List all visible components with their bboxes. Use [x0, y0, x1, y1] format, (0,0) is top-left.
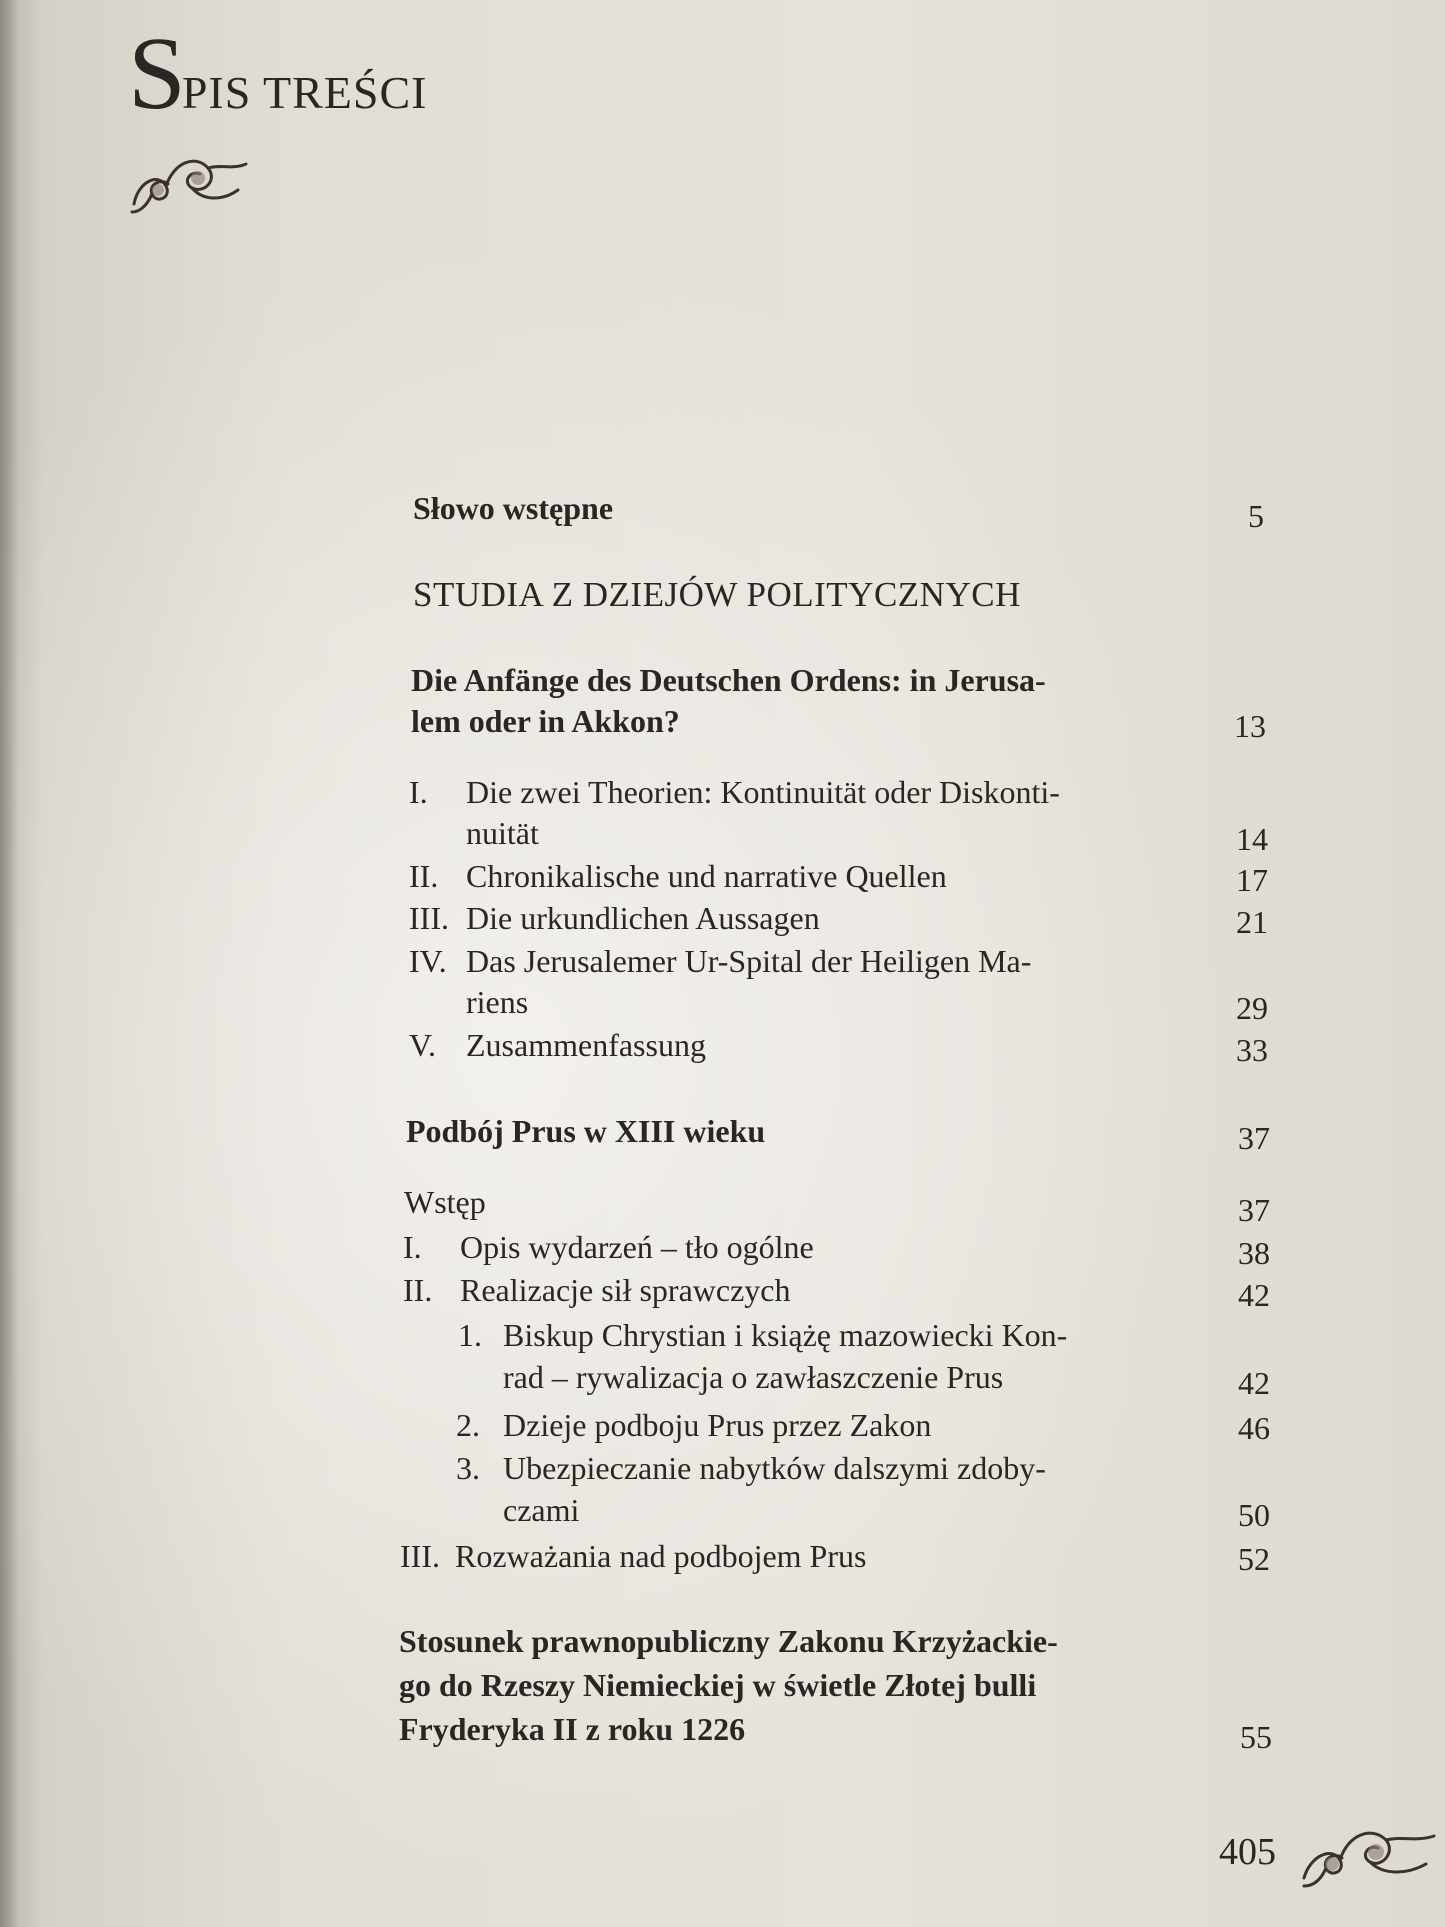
- toc-subitem-line[interactable]: rad – rywalizacja o zawłaszczenie Prus: [503, 1359, 1004, 1395]
- toc-chapter3-page: 55: [1240, 1719, 1272, 1755]
- toc-subitem-page: 46: [1238, 1410, 1270, 1446]
- toc-item-numeral: I.: [409, 774, 428, 810]
- toc-item-line[interactable]: Die urkundlichen Aussagen: [466, 900, 820, 936]
- toc-item-numeral: IV.: [409, 943, 447, 979]
- toc-item-line[interactable]: riens: [466, 984, 529, 1020]
- toc-item-page: 21: [1236, 904, 1268, 940]
- toc-subitem-page: 50: [1238, 1497, 1270, 1533]
- toc-item-line[interactable]: Opis wydarzeń – tło ogólne: [460, 1229, 814, 1265]
- toc-chapter2-title[interactable]: Podbój Prus w XIII wieku: [406, 1113, 766, 1149]
- toc-chapter1-page: 13: [1234, 708, 1266, 744]
- toc-chapter3-title-line3[interactable]: Fryderyka II z roku 1226: [399, 1711, 746, 1747]
- toc-chapter1-title-line1[interactable]: Die Anfänge des Deutschen Ordens: in Jerusa-: [411, 662, 1046, 698]
- toc-item-line[interactable]: nuität: [466, 815, 539, 851]
- section-title: STUDIA Z DZIEJÓW POLITYCZNYCH: [413, 575, 1021, 614]
- toc-chapter1-title-line2[interactable]: lem oder in Akkon?: [411, 703, 680, 739]
- toc-subitem-line[interactable]: Ubezpieczanie nabytków dalszymi zdoby-: [503, 1450, 1046, 1486]
- toc-item-page: 42: [1238, 1277, 1270, 1313]
- flourish-ornament-icon: [1298, 1812, 1438, 1892]
- toc-subitem-line[interactable]: czami: [503, 1492, 580, 1528]
- toc-item-page: 33: [1236, 1032, 1268, 1068]
- toc-item-page: 52: [1238, 1541, 1270, 1577]
- toc-item-line[interactable]: Die zwei Theorien: Kontinuität oder Diskonti-: [466, 774, 1060, 810]
- toc-subitem-number: 1.: [458, 1317, 482, 1353]
- toc-subitem-number: 3.: [456, 1450, 480, 1486]
- toc-item-page: 38: [1238, 1235, 1270, 1271]
- toc-subitem-line[interactable]: Biskup Chrystian i książę mazowiecki Kon-: [503, 1317, 1068, 1353]
- toc-intro-page: 37: [1238, 1192, 1270, 1228]
- title-rest: PIS TREŚCI: [181, 67, 428, 118]
- toc-item-numeral: II.: [403, 1272, 433, 1308]
- title-initial: S: [128, 16, 186, 131]
- toc-item-line[interactable]: Das Jerusalemer Ur-Spital der Heiligen Ma-: [466, 943, 1032, 979]
- page-number: 405: [1219, 1831, 1276, 1873]
- toc-item-page: 14: [1236, 821, 1268, 857]
- toc-item-numeral: V.: [409, 1027, 436, 1063]
- toc-item-numeral: III.: [400, 1538, 440, 1574]
- toc-item-line[interactable]: Zusammenfassung: [466, 1027, 706, 1063]
- toc-chapter3-title-line1[interactable]: Stosunek prawnopubliczny Zakonu Krzyżackie-: [399, 1623, 1058, 1659]
- toc-chapter2-page: 37: [1238, 1120, 1270, 1156]
- toc-foreword-page: 5: [1248, 498, 1264, 534]
- toc-item-numeral: I.: [403, 1229, 422, 1265]
- toc-item-page: 29: [1236, 990, 1268, 1026]
- toc-item-line[interactable]: Realizacje sił sprawczych: [460, 1272, 791, 1308]
- toc-subitem-page: 42: [1238, 1365, 1270, 1401]
- toc-subitem-number: 2.: [456, 1407, 480, 1443]
- toc-item-numeral: III.: [409, 900, 449, 936]
- toc-foreword-title[interactable]: Słowo wstępne: [413, 490, 614, 526]
- toc-subitem-line[interactable]: Dzieje podboju Prus przez Zakon: [503, 1407, 932, 1443]
- toc-intro-label[interactable]: Wstęp: [404, 1184, 486, 1220]
- toc-item-line[interactable]: Rozważania nad podbojem Prus: [455, 1538, 867, 1574]
- toc-item-page: 17: [1236, 862, 1268, 898]
- toc-item-line[interactable]: Chronikalische und narrative Quellen: [466, 858, 947, 894]
- toc-chapter3-title-line2[interactable]: go do Rzeszy Niemieckiej w świetle Złotej bulli: [399, 1667, 1037, 1703]
- toc-item-numeral: II.: [409, 858, 439, 894]
